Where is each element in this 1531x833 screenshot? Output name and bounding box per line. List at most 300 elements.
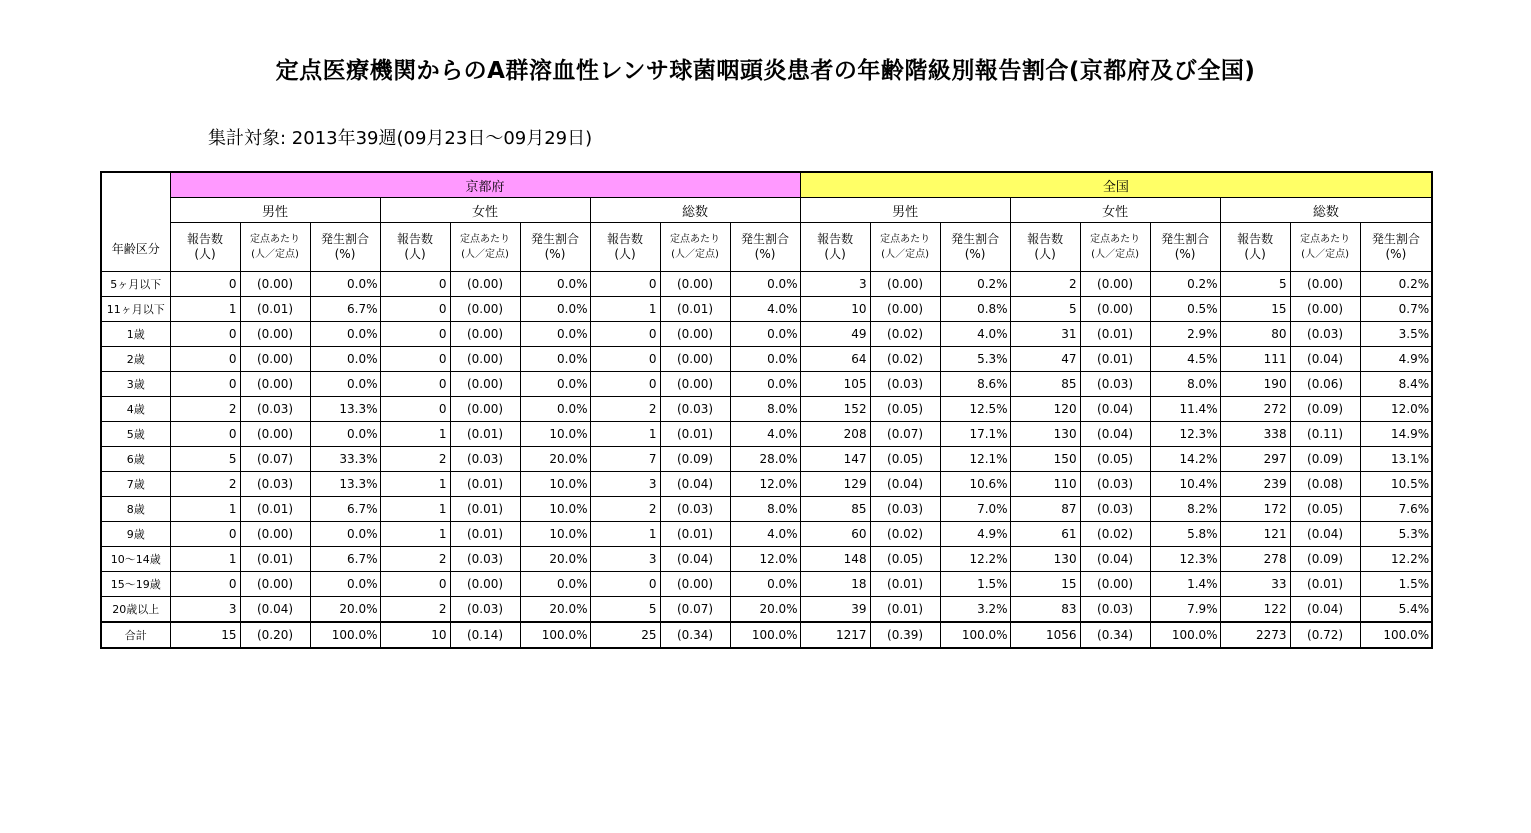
cell-pct: 0.0%: [310, 572, 380, 597]
table-row: [101, 572, 1432, 597]
column-header-rate: [660, 223, 730, 272]
table-row: [101, 497, 1432, 522]
cell-pct: 14.9%: [1360, 422, 1432, 447]
cell-rate: (0.05): [1080, 447, 1150, 472]
cell-rate: (0.01): [450, 522, 520, 547]
cell-rate: (0.00): [1080, 297, 1150, 322]
cell-count: 7: [590, 447, 660, 472]
column-header-unit: (人／定点): [881, 249, 929, 260]
cell-count: 190: [1220, 372, 1290, 397]
cell-rate: (0.00): [1290, 297, 1360, 322]
cell-rate: (0.03): [660, 397, 730, 422]
cell-count: 15: [1010, 572, 1080, 597]
cell-count: 2: [380, 547, 450, 572]
cell-rate: (0.05): [1290, 497, 1360, 522]
cell-pct: 5.3%: [1360, 522, 1432, 547]
column-header-count: [590, 223, 660, 272]
group-header: 女性: [1010, 198, 1220, 223]
column-header-count: [170, 223, 240, 272]
column-header-count: [1220, 223, 1290, 272]
cell-count: 2: [170, 472, 240, 497]
cell-pct: 17.1%: [940, 422, 1010, 447]
cell-rate: (0.34): [660, 622, 730, 648]
cell-count: 2: [590, 397, 660, 422]
cell-count: 0: [170, 572, 240, 597]
cell-count: 0: [380, 572, 450, 597]
cell-pct: 0.0%: [520, 322, 590, 347]
column-header-line: 定点あたり: [880, 234, 931, 245]
cell-rate: (0.07): [240, 447, 310, 472]
table-row: [101, 422, 1432, 447]
cell-count: 0: [380, 397, 450, 422]
cell-rate: (0.11): [1290, 422, 1360, 447]
table-row: [101, 522, 1432, 547]
cell-count: 3: [170, 597, 240, 623]
report-table: [100, 171, 1433, 649]
cell-pct: 1.4%: [1150, 572, 1220, 597]
cell-rate: (0.04): [870, 472, 940, 497]
cell-count: 25: [590, 622, 660, 648]
cell-pct: 12.1%: [940, 447, 1010, 472]
cell-rate: (0.01): [870, 572, 940, 597]
group-header: 男性: [800, 198, 1010, 223]
cell-count: 2: [380, 447, 450, 472]
cell-pct: 4.5%: [1150, 347, 1220, 372]
cell-rate: (0.01): [240, 297, 310, 322]
cell-count: 172: [1220, 497, 1290, 522]
table-row: [101, 472, 1432, 497]
cell-pct: 0.8%: [940, 297, 1010, 322]
cell-pct: 0.2%: [1150, 272, 1220, 297]
column-header-line: 報告数: [1237, 232, 1274, 246]
column-header-unit: (人): [824, 247, 846, 261]
cell-count: 120: [1010, 397, 1080, 422]
cell-count: 33: [1220, 572, 1290, 597]
column-header-unit: (人／定点): [1301, 249, 1349, 260]
cell-pct: 0.0%: [310, 272, 380, 297]
cell-pct: 0.2%: [940, 272, 1010, 297]
cell-count: 152: [800, 397, 870, 422]
cell-count: 239: [1220, 472, 1290, 497]
cell-count: 49: [800, 322, 870, 347]
cell-count: 10: [800, 297, 870, 322]
cell-pct: 100.0%: [1360, 622, 1432, 648]
cell-rate: (0.01): [1080, 322, 1150, 347]
cell-count: 121: [1220, 522, 1290, 547]
cell-count: 0: [380, 297, 450, 322]
column-header-pct: [520, 223, 590, 272]
age-column-header: 年齢区分: [101, 172, 170, 272]
report-period: 集計対象: 2013年39週(09月23日～09月29日): [208, 128, 593, 149]
cell-count: 1: [590, 422, 660, 447]
cell-count: 85: [800, 497, 870, 522]
cell-pct: 20.0%: [520, 547, 590, 572]
cell-count: 3: [590, 547, 660, 572]
cell-count: 130: [1010, 422, 1080, 447]
cell-pct: 12.2%: [1360, 547, 1432, 572]
table-row: [101, 322, 1432, 347]
cell-rate: (0.01): [1290, 572, 1360, 597]
cell-count: 18: [800, 572, 870, 597]
cell-count: 1: [380, 497, 450, 522]
column-header-unit: (人／定点): [671, 249, 719, 260]
cell-pct: 0.0%: [730, 572, 800, 597]
cell-count: 148: [800, 547, 870, 572]
age-label: 8歳: [101, 497, 170, 522]
cell-rate: (0.04): [240, 597, 310, 623]
cell-pct: 0.0%: [730, 372, 800, 397]
group-header: 総数: [590, 198, 800, 223]
cell-rate: (0.00): [660, 572, 730, 597]
age-label: 5ヶ月以下: [101, 272, 170, 297]
cell-pct: 0.0%: [520, 272, 590, 297]
column-header-line: 発生割合: [1161, 232, 1210, 246]
cell-rate: (0.02): [1080, 522, 1150, 547]
cell-rate: (0.04): [1080, 422, 1150, 447]
column-header-line: 発生割合: [741, 232, 790, 246]
cell-pct: 13.1%: [1360, 447, 1432, 472]
group-header: 女性: [380, 198, 590, 223]
column-header-line: 発生割合: [320, 232, 369, 246]
cell-pct: 0.0%: [520, 297, 590, 322]
cell-rate: (0.03): [1080, 597, 1150, 623]
age-label: 10～14歳: [101, 547, 170, 572]
column-header-line: 定点あたり: [250, 234, 300, 245]
column-header-count: [1010, 223, 1080, 272]
column-header-unit: (%): [1174, 247, 1196, 261]
cell-count: 1: [170, 297, 240, 322]
cell-rate: (0.01): [1080, 347, 1150, 372]
cell-pct: 12.3%: [1150, 547, 1220, 572]
column-header-unit: (%): [334, 247, 356, 261]
age-label: 20歳以上: [101, 597, 170, 623]
total-row: [101, 622, 1432, 648]
cell-pct: 12.5%: [940, 397, 1010, 422]
column-header-unit: (人): [1034, 247, 1056, 261]
cell-count: 272: [1220, 397, 1290, 422]
cell-pct: 1.5%: [940, 572, 1010, 597]
cell-rate: (0.06): [1290, 372, 1360, 397]
age-label: 11ヶ月以下: [101, 297, 170, 322]
region-header-kyoto: 京都府: [170, 172, 800, 198]
cell-rate: (0.00): [240, 322, 310, 347]
cell-pct: 0.2%: [1360, 272, 1432, 297]
column-header-pct: [1360, 223, 1432, 272]
cell-count: 147: [800, 447, 870, 472]
cell-count: 0: [170, 372, 240, 397]
cell-pct: 5.8%: [1150, 522, 1220, 547]
cell-count: 105: [800, 372, 870, 397]
cell-rate: (0.01): [450, 497, 520, 522]
cell-rate: (0.03): [240, 397, 310, 422]
cell-pct: 5.4%: [1360, 597, 1432, 623]
cell-rate: (0.03): [450, 597, 520, 623]
cell-rate: (0.00): [660, 272, 730, 297]
cell-rate: (0.04): [1290, 347, 1360, 372]
cell-rate: (0.01): [240, 547, 310, 572]
column-header-line: 定点あたり: [1300, 234, 1351, 245]
cell-rate: (0.00): [660, 372, 730, 397]
cell-pct: 100.0%: [1150, 622, 1220, 648]
table-row: [101, 347, 1432, 372]
cell-rate: (0.14): [450, 622, 520, 648]
cell-rate: (0.00): [450, 372, 520, 397]
cell-count: 10: [380, 622, 450, 648]
cell-rate: (0.00): [240, 422, 310, 447]
cell-rate: (0.01): [870, 597, 940, 623]
cell-count: 0: [590, 372, 660, 397]
cell-rate: (0.03): [450, 547, 520, 572]
cell-pct: 12.3%: [1150, 422, 1220, 447]
cell-rate: (0.00): [450, 397, 520, 422]
cell-pct: 4.9%: [940, 522, 1010, 547]
cell-rate: (0.04): [660, 472, 730, 497]
cell-pct: 8.0%: [730, 397, 800, 422]
region-header-zenkoku: 全国: [800, 172, 1432, 198]
group-header: 総数: [1220, 198, 1432, 223]
cell-rate: (0.00): [450, 297, 520, 322]
cell-count: 1: [380, 422, 450, 447]
cell-count: 1: [170, 547, 240, 572]
cell-pct: 20.0%: [730, 597, 800, 623]
cell-rate: (0.01): [660, 422, 730, 447]
cell-count: 0: [590, 272, 660, 297]
cell-rate: (0.00): [450, 272, 520, 297]
cell-count: 60: [800, 522, 870, 547]
cell-count: 1: [380, 522, 450, 547]
cell-count: 1: [380, 472, 450, 497]
cell-rate: (0.09): [660, 447, 730, 472]
cell-pct: 7.6%: [1360, 497, 1432, 522]
cell-rate: (0.03): [240, 472, 310, 497]
age-label: 7歳: [101, 472, 170, 497]
age-label: 15～19歳: [101, 572, 170, 597]
cell-pct: 0.0%: [520, 572, 590, 597]
column-header-count: [800, 223, 870, 272]
cell-count: 3: [590, 472, 660, 497]
column-header-unit: (%): [544, 247, 566, 261]
table-row: [101, 447, 1432, 472]
column-header-line: 報告数: [396, 232, 433, 246]
age-label: 4歳: [101, 397, 170, 422]
cell-pct: 14.2%: [1150, 447, 1220, 472]
age-label: 2歳: [101, 347, 170, 372]
page-title: 定点医療機関からのA群溶血性レンサ球菌咽頭炎患者の年齢階級別報告割合(京都府及び全国): [275, 58, 1256, 84]
column-header-count: [380, 223, 450, 272]
cell-count: 208: [800, 422, 870, 447]
cell-count: 5: [590, 597, 660, 623]
cell-pct: 4.9%: [1360, 347, 1432, 372]
cell-rate: (0.05): [870, 447, 940, 472]
cell-pct: 0.0%: [730, 322, 800, 347]
cell-rate: (0.09): [1290, 447, 1360, 472]
cell-count: 2: [1010, 272, 1080, 297]
cell-rate: (0.05): [870, 397, 940, 422]
age-label: 6歳: [101, 447, 170, 472]
column-header-line: 発生割合: [1371, 232, 1420, 246]
cell-rate: (0.02): [870, 322, 940, 347]
column-header-rate: [1080, 223, 1150, 272]
cell-pct: 0.0%: [730, 272, 800, 297]
cell-count: 278: [1220, 547, 1290, 572]
cell-rate: (0.00): [240, 522, 310, 547]
cell-pct: 20.0%: [310, 597, 380, 623]
cell-count: 130: [1010, 547, 1080, 572]
cell-rate: (0.00): [240, 372, 310, 397]
cell-pct: 12.2%: [940, 547, 1010, 572]
column-header-line: 発生割合: [530, 232, 579, 246]
cell-count: 5: [170, 447, 240, 472]
cell-pct: 100.0%: [940, 622, 1010, 648]
cell-rate: (0.00): [240, 347, 310, 372]
cell-count: 129: [800, 472, 870, 497]
column-header-rate: [450, 223, 520, 272]
column-header-pct: [940, 223, 1010, 272]
table-row: [101, 297, 1432, 322]
cell-pct: 6.7%: [310, 547, 380, 572]
column-header-unit: (人): [194, 247, 216, 261]
age-label: 1歳: [101, 322, 170, 347]
cell-count: 0: [170, 322, 240, 347]
cell-rate: (0.03): [870, 497, 940, 522]
cell-count: 0: [380, 347, 450, 372]
cell-pct: 20.0%: [520, 597, 590, 623]
cell-count: 2: [590, 497, 660, 522]
cell-count: 80: [1220, 322, 1290, 347]
cell-rate: (0.00): [870, 272, 940, 297]
column-header-pct: [310, 223, 380, 272]
cell-count: 64: [800, 347, 870, 372]
cell-rate: (0.00): [870, 297, 940, 322]
column-header-unit: (人／定点): [251, 249, 299, 260]
cell-pct: 6.7%: [310, 297, 380, 322]
column-header-unit: (人): [404, 247, 426, 261]
cell-pct: 10.4%: [1150, 472, 1220, 497]
column-header-line: 定点あたり: [670, 234, 720, 245]
cell-rate: (0.09): [1290, 397, 1360, 422]
column-header-unit: (%): [754, 247, 776, 261]
cell-pct: 10.0%: [520, 497, 590, 522]
cell-pct: 4.0%: [940, 322, 1010, 347]
cell-rate: (0.05): [870, 547, 940, 572]
cell-rate: (0.00): [240, 572, 310, 597]
column-header-pct: [730, 223, 800, 272]
cell-pct: 0.0%: [310, 522, 380, 547]
cell-pct: 0.7%: [1360, 297, 1432, 322]
cell-count: 15: [170, 622, 240, 648]
cell-pct: 10.5%: [1360, 472, 1432, 497]
cell-pct: 20.0%: [520, 447, 590, 472]
group-header: 男性: [170, 198, 380, 223]
cell-rate: (0.02): [870, 522, 940, 547]
cell-rate: (0.34): [1080, 622, 1150, 648]
cell-pct: 0.0%: [520, 397, 590, 422]
column-header-unit: (人／定点): [1091, 249, 1139, 260]
cell-pct: 8.0%: [730, 497, 800, 522]
column-header-rate: [1290, 223, 1360, 272]
cell-pct: 5.3%: [940, 347, 1010, 372]
cell-rate: (0.00): [1290, 272, 1360, 297]
cell-pct: 10.0%: [520, 522, 590, 547]
cell-rate: (0.00): [660, 347, 730, 372]
cell-rate: (0.03): [1080, 497, 1150, 522]
cell-count: 0: [380, 272, 450, 297]
cell-rate: (0.01): [450, 472, 520, 497]
column-header-unit: (%): [1385, 247, 1407, 261]
cell-pct: 8.0%: [1150, 372, 1220, 397]
column-header-line: 報告数: [186, 232, 223, 246]
cell-pct: 8.6%: [940, 372, 1010, 397]
cell-rate: (0.04): [1290, 522, 1360, 547]
cell-count: 0: [170, 422, 240, 447]
column-header-unit: (人): [614, 247, 636, 261]
cell-pct: 10.0%: [520, 472, 590, 497]
cell-count: 0: [590, 572, 660, 597]
cell-count: 15: [1220, 297, 1290, 322]
cell-count: 0: [170, 347, 240, 372]
cell-rate: (0.01): [240, 497, 310, 522]
cell-pct: 28.0%: [730, 447, 800, 472]
cell-pct: 0.0%: [310, 347, 380, 372]
cell-count: 5: [1220, 272, 1290, 297]
cell-pct: 12.0%: [1360, 397, 1432, 422]
column-header-rate: [870, 223, 940, 272]
cell-rate: (0.00): [240, 272, 310, 297]
cell-count: 2273: [1220, 622, 1290, 648]
cell-rate: (0.04): [1290, 597, 1360, 623]
cell-count: 31: [1010, 322, 1080, 347]
cell-pct: 0.0%: [520, 372, 590, 397]
cell-count: 5: [1010, 297, 1080, 322]
cell-pct: 100.0%: [730, 622, 800, 648]
table-row: [101, 372, 1432, 397]
cell-rate: (0.72): [1290, 622, 1360, 648]
cell-rate: (0.02): [870, 347, 940, 372]
cell-pct: 13.3%: [310, 397, 380, 422]
column-header-unit: (人): [1244, 247, 1266, 261]
cell-count: 338: [1220, 422, 1290, 447]
cell-rate: (0.07): [660, 597, 730, 623]
cell-count: 0: [590, 322, 660, 347]
cell-rate: (0.00): [450, 572, 520, 597]
cell-pct: 12.0%: [730, 472, 800, 497]
cell-count: 47: [1010, 347, 1080, 372]
cell-count: 1056: [1010, 622, 1080, 648]
cell-pct: 11.4%: [1150, 397, 1220, 422]
cell-rate: (0.03): [660, 497, 730, 522]
cell-count: 122: [1220, 597, 1290, 623]
cell-rate: (0.03): [870, 372, 940, 397]
cell-rate: (0.01): [660, 522, 730, 547]
cell-rate: (0.04): [660, 547, 730, 572]
cell-pct: 0.5%: [1150, 297, 1220, 322]
cell-count: 87: [1010, 497, 1080, 522]
cell-rate: (0.00): [450, 322, 520, 347]
cell-pct: 4.0%: [730, 422, 800, 447]
cell-pct: 33.3%: [310, 447, 380, 472]
age-label: 合計: [101, 622, 170, 648]
cell-rate: (0.00): [660, 322, 730, 347]
cell-rate: (0.00): [1080, 572, 1150, 597]
cell-count: 3: [800, 272, 870, 297]
cell-count: 2: [380, 597, 450, 623]
cell-rate: (0.09): [1290, 547, 1360, 572]
cell-count: 0: [590, 347, 660, 372]
cell-count: 1: [590, 297, 660, 322]
cell-count: 61: [1010, 522, 1080, 547]
cell-count: 110: [1010, 472, 1080, 497]
cell-pct: 6.7%: [310, 497, 380, 522]
